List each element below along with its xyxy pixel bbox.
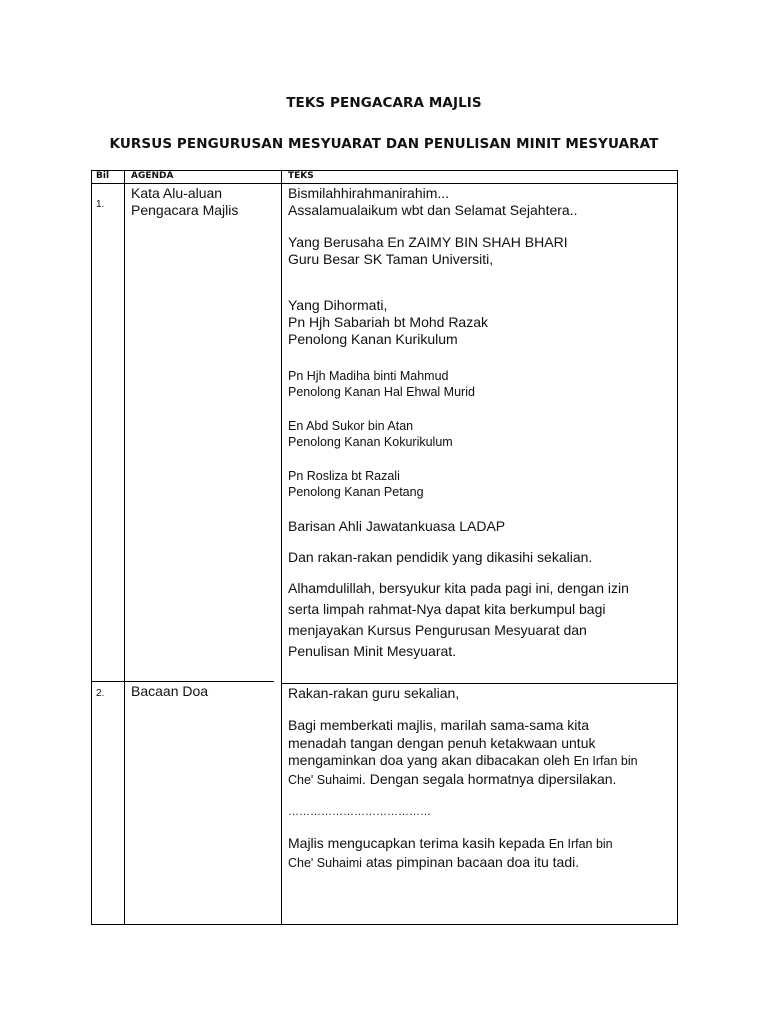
dotted-placeholder: ………………………………… (288, 806, 431, 818)
text-line: Yang Berusaha En ZAIMY BIN SHAH BHARI (288, 234, 568, 250)
row1-agenda (131, 185, 238, 219)
opening-greeting (288, 185, 577, 219)
header-divider (91, 183, 678, 184)
table-border-top (91, 170, 678, 171)
guest-cocurriculum (288, 418, 453, 450)
thanks-paragraph (288, 835, 613, 872)
text-line: Assalamualaikum wbt dan Selamat Sejahtera.. (288, 202, 578, 218)
header-agenda: AGENDA (131, 171, 174, 181)
text-span: Majlis mengucapkan terima kasih kepada (288, 835, 549, 851)
row-divider-teks (282, 683, 678, 684)
text-line: Penolong Kanan Petang (288, 485, 424, 499)
text-line: menadah tangan dengan penuh ketakwaan untuk (288, 734, 596, 751)
row2-number: 2. (96, 688, 105, 699)
text-line: Pn Hjh Sabariah bt Mohd Razak (288, 314, 488, 330)
header-bil: Bil (96, 171, 110, 181)
row-divider (91, 681, 274, 682)
guest-headmaster (288, 234, 568, 268)
reader-name: En Irfan bin (573, 754, 638, 768)
row1-agenda-line: Kata Alu-aluan (131, 185, 223, 201)
text-span: . Dengan segala hormatnya dipersilakan. (361, 770, 617, 787)
document-subtitle: KURSUS PENGURUSAN MESYUARAT DAN PENULISAN MINIT MESYUARAT (109, 136, 659, 152)
text-line: En Abd Sukor bin Atan (288, 419, 414, 433)
column-divider-bil (124, 170, 125, 925)
row2-greeting: Rakan-rakan guru sekalian, (288, 685, 460, 701)
text-line (288, 771, 638, 790)
text-span: mengaminkan doa yang akan dibacakan oleh (288, 752, 574, 768)
text-line: Penulisan Minit Mesyuarat. (288, 643, 457, 659)
document-title: TEKS PENGACARA MAJLIS (286, 95, 482, 111)
text-line (288, 835, 613, 854)
row2-agenda: Bacaan Doa (131, 683, 209, 699)
reader-name: Che' Suhaimi (288, 855, 362, 870)
table-border-right (677, 170, 678, 925)
text-line (288, 854, 613, 873)
text-line: Yang Dihormati, (288, 297, 388, 313)
doa-invitation (288, 717, 638, 789)
text-line (288, 752, 638, 771)
table-border-left (91, 170, 92, 925)
text-line: Bismilahhirahmanirahim... (288, 185, 450, 201)
table-border-bottom (91, 924, 678, 925)
guest-afternoon (288, 468, 424, 500)
text-line: Guru Besar SK Taman Universiti, (288, 251, 494, 267)
text-span: atas pimpinan bacaan doa itu tadi. (361, 853, 580, 870)
gratitude-paragraph (288, 578, 629, 662)
committee-line: Barisan Ahli Jawatankuasa LADAP (288, 518, 506, 534)
text-line: Penolong Kanan Kokurikulum (288, 435, 453, 449)
text-line: Pn Rosliza bt Razali (288, 469, 400, 483)
row1-agenda-line: Pengacara Majlis (131, 202, 239, 218)
text-line: Bagi memberkati majlis, marilah sama-sama kita (288, 717, 590, 733)
text-line: Alhamdulillah, bersyukur kita pada pagi ini, dengan izin (288, 580, 629, 596)
text-line: menjayakan Kursus Pengurusan Mesyuarat dan (288, 622, 587, 638)
reader-name: Che' Suhaimi (288, 772, 362, 787)
column-divider-agenda (281, 170, 282, 925)
guest-student-affairs (288, 368, 475, 400)
text-line: serta limpah rahmat-Nya dapat kita berkumpul bagi (288, 601, 606, 617)
header-teks: TEKS (288, 171, 314, 181)
guest-curriculum (288, 297, 488, 348)
row1-number: 1. (96, 199, 105, 210)
reader-name: En Irfan bin (548, 837, 613, 851)
text-line: Penolong Kanan Hal Ehwal Murid (288, 385, 475, 399)
text-line: Penolong Kanan Kurikulum (288, 331, 458, 347)
text-line: Pn Hjh Madiha binti Mahmud (288, 369, 449, 383)
agenda-table (91, 170, 678, 925)
colleagues-line: Dan rakan-rakan pendidik yang dikasihi sekalian. (288, 549, 593, 565)
